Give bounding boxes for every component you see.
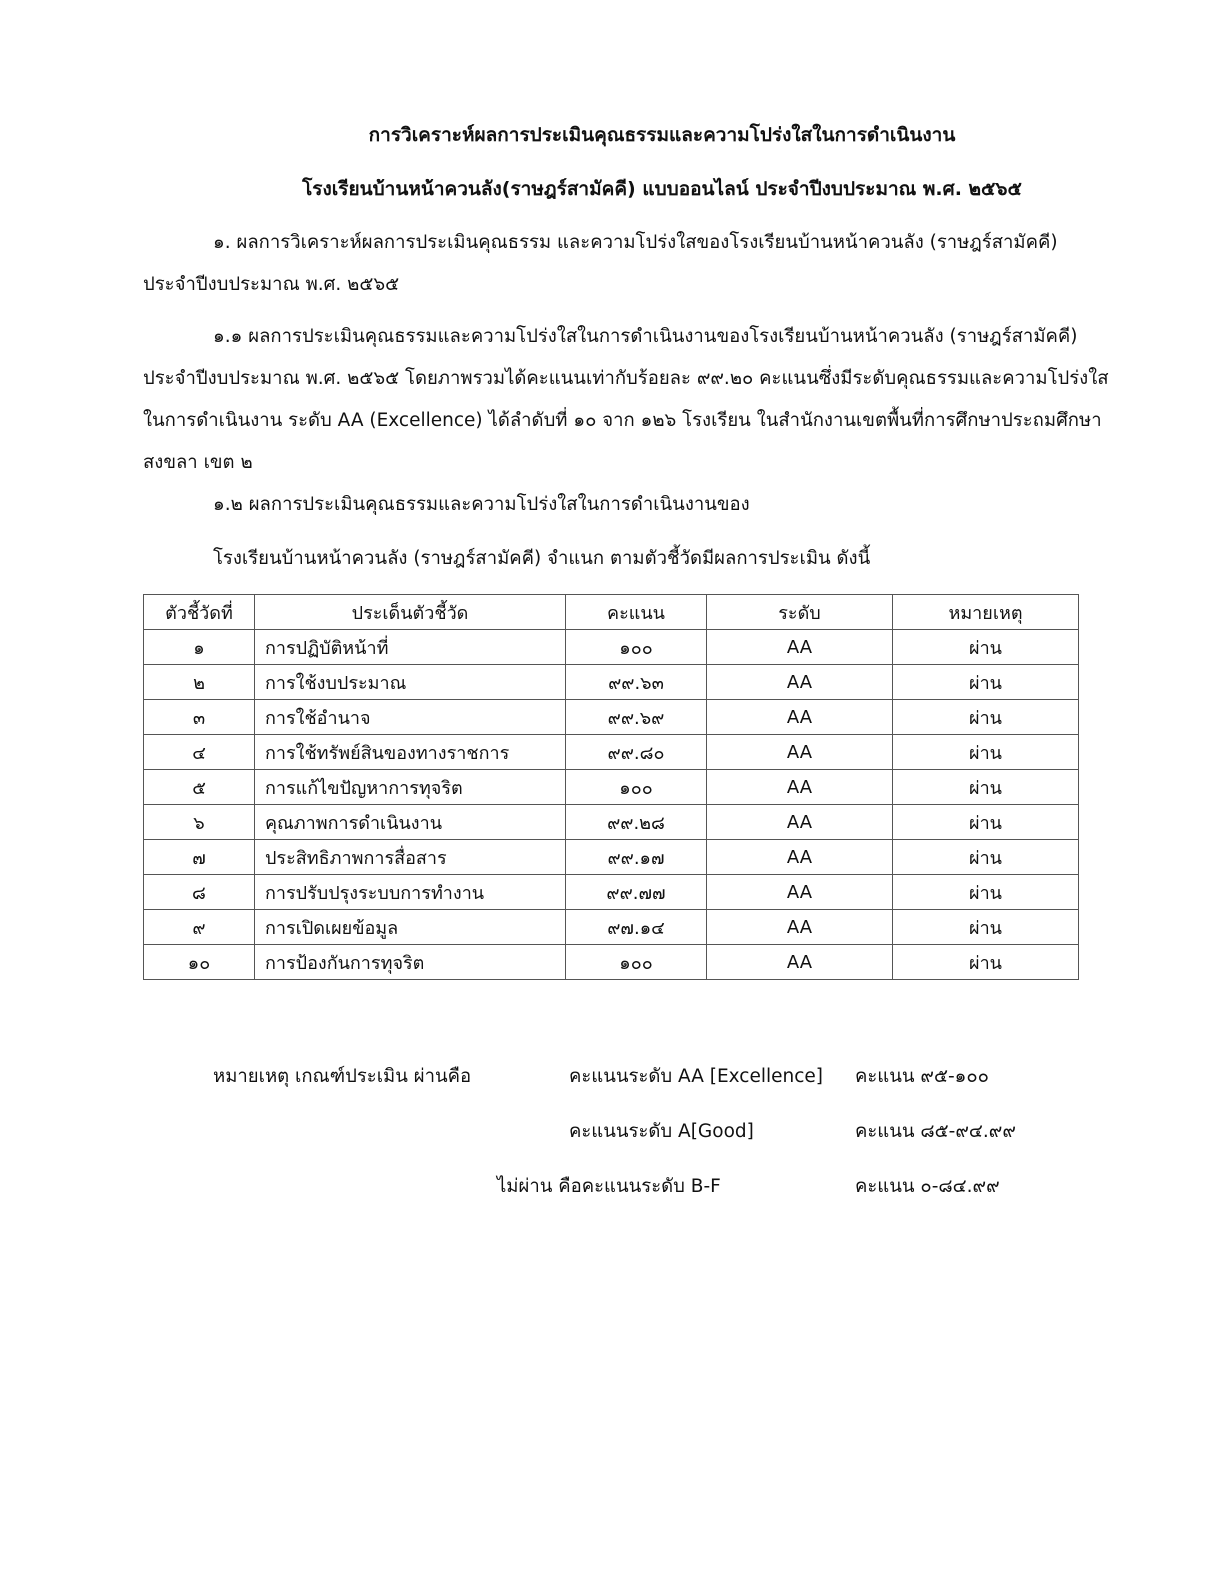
criteria-fail-level: ไม่ผ่าน คือคะแนนระดับ B-F [497,1176,721,1197]
table-row [144,805,1079,840]
indicator-score: ๑๐๐ [566,630,707,665]
indicator-level: AA [707,875,893,910]
table-row [144,735,1079,770]
indicator-no: ๑ [144,630,255,665]
table-row [144,840,1079,875]
document-title: การวิเคราะห์ผลการประเมินคุณธรรมและความโปร่งใสในการดำเนินงาน [368,124,956,146]
criteria-aa-range: คะแนน ๙๕-๑๐๐ [855,1066,989,1087]
indicator-level: AA [707,770,893,805]
table-row [144,910,1079,945]
section-1-2-intro: โรงเรียนบ้านหน้าควนลัง (ราษฎร์สามัคคี) จำแนก ตามตัวชี้วัดมีผลการประเมิน ดังนี้ [213,548,871,569]
indicator-no: ๔ [144,735,255,770]
indicator-remark: ผ่าน [893,945,1079,980]
indicator-no: ๘ [144,875,255,910]
indicator-table [143,594,1079,980]
criteria-a-range: คะแนน ๘๕-๙๔.๙๙ [855,1121,1016,1142]
table-row [144,875,1079,910]
indicator-no: ๙ [144,910,255,945]
section-1-1-paragraph: ๑.๑ ผลการประเมินคุณธรรมและความโปร่งใสในการดำเนินงานของโรงเรียนบ้านหน้าควนลัง (ราษฎร์สามัคคี) ประจำปีงบประมาณ พ.ศ. ๒๕๖๕ โดยภาพรวมได้คะแนนเท่ากับร้อยละ ๙๙.๒๐ คะแนนซึ่งมีระดับคุณธรรมและความโปร่งใสในการดำเนินงาน ระดับ AA (Excellence) ได้ลำดับที่ ๑๐ จาก ๑๒๖ โรงเรียน ในสำนักงานเขตพื้นที่การศึกษาประถมศึกษาสงขลา เขต ๒ [143,326,1109,473]
indicator-level: AA [707,700,893,735]
indicator-no: ๕ [144,770,255,805]
indicator-topic: การแก้ไขปัญหาการทุจริต [255,770,566,805]
table-row [144,770,1079,805]
indicator-score: ๑๐๐ [566,770,707,805]
col-header-indicator-topic: ประเด็นตัวชี้วัด [255,595,566,630]
col-header-level: ระดับ [707,595,893,630]
indicator-level: AA [707,735,893,770]
table-header-row [144,595,1079,630]
table-row [144,945,1079,980]
indicator-remark: ผ่าน [893,630,1079,665]
col-header-remark: หมายเหตุ [893,595,1079,630]
indicator-score: ๙๙.๖๙ [566,700,707,735]
indicator-remark: ผ่าน [893,735,1079,770]
indicator-no: ๗ [144,840,255,875]
indicator-remark: ผ่าน [893,700,1079,735]
indicator-remark: ผ่าน [893,840,1079,875]
table-row [144,630,1079,665]
table-row [144,700,1079,735]
indicator-topic: การใช้อำนาจ [255,700,566,735]
indicator-topic: การใช้งบประมาณ [255,665,566,700]
indicator-remark: ผ่าน [893,875,1079,910]
col-header-score: คะแนน [566,595,707,630]
section-1-2-heading: ๑.๒ ผลการประเมินคุณธรรมและความโปร่งใสในการดำเนินงานของ [213,494,750,515]
indicator-level: AA [707,945,893,980]
indicator-score: ๙๙.๖๓ [566,665,707,700]
indicator-level: AA [707,805,893,840]
indicator-remark: ผ่าน [893,910,1079,945]
table-row [144,665,1079,700]
col-header-indicator-no: ตัวชี้วัดที่ [144,595,255,630]
indicator-no: ๑๐ [144,945,255,980]
criteria-fail-range: คะแนน ๐-๘๔.๙๙ [855,1176,1000,1197]
criteria-note-label: หมายเหตุ เกณฑ์ประเมิน ผ่านคือ [213,1066,472,1087]
indicator-score: ๑๐๐ [566,945,707,980]
indicator-topic: การป้องกันการทุจริต [255,945,566,980]
indicator-topic: การปฏิบัติหน้าที่ [255,630,566,665]
indicator-topic: การใช้ทรัพย์สินของทางราชการ [255,735,566,770]
indicator-score: ๙๙.๑๗ [566,840,707,875]
indicator-level: AA [707,840,893,875]
indicator-no: ๓ [144,700,255,735]
indicator-remark: ผ่าน [893,805,1079,840]
indicator-score: ๙๙.๒๘ [566,805,707,840]
indicator-remark: ผ่าน [893,665,1079,700]
criteria-aa-level: คะแนนระดับ AA [Excellence] [569,1066,823,1087]
document-subtitle: โรงเรียนบ้านหน้าควนลัง(ราษฎร์สามัคคี) แบบออนไลน์ ประจำปีงบประมาณ พ.ศ. ๒๕๖๕ [302,178,1022,200]
indicator-no: ๒ [144,665,255,700]
indicator-topic: คุณภาพการดำเนินงาน [255,805,566,840]
indicator-level: AA [707,630,893,665]
indicator-score: ๙๗.๑๔ [566,910,707,945]
indicator-remark: ผ่าน [893,770,1079,805]
criteria-a-level: คะแนนระดับ A[Good] [569,1121,754,1142]
indicator-score: ๙๙.๗๗ [566,875,707,910]
indicator-no: ๖ [144,805,255,840]
indicator-score: ๙๙.๘๐ [566,735,707,770]
indicator-level: AA [707,665,893,700]
section-1-paragraph: ๑. ผลการวิเคราะห์ผลการประเมินคุณธรรม และความโปร่งใสของโรงเรียนบ้านหน้าควนลัง (ราษฎร์สามัคคี) ประจำปีงบประมาณ พ.ศ. ๒๕๖๕ [143,232,1058,295]
indicator-topic: การเปิดเผยข้อมูล [255,910,566,945]
indicator-topic: ประสิทธิภาพการสื่อสาร [255,840,566,875]
indicator-level: AA [707,910,893,945]
indicator-topic: การปรับปรุงระบบการทำงาน [255,875,566,910]
